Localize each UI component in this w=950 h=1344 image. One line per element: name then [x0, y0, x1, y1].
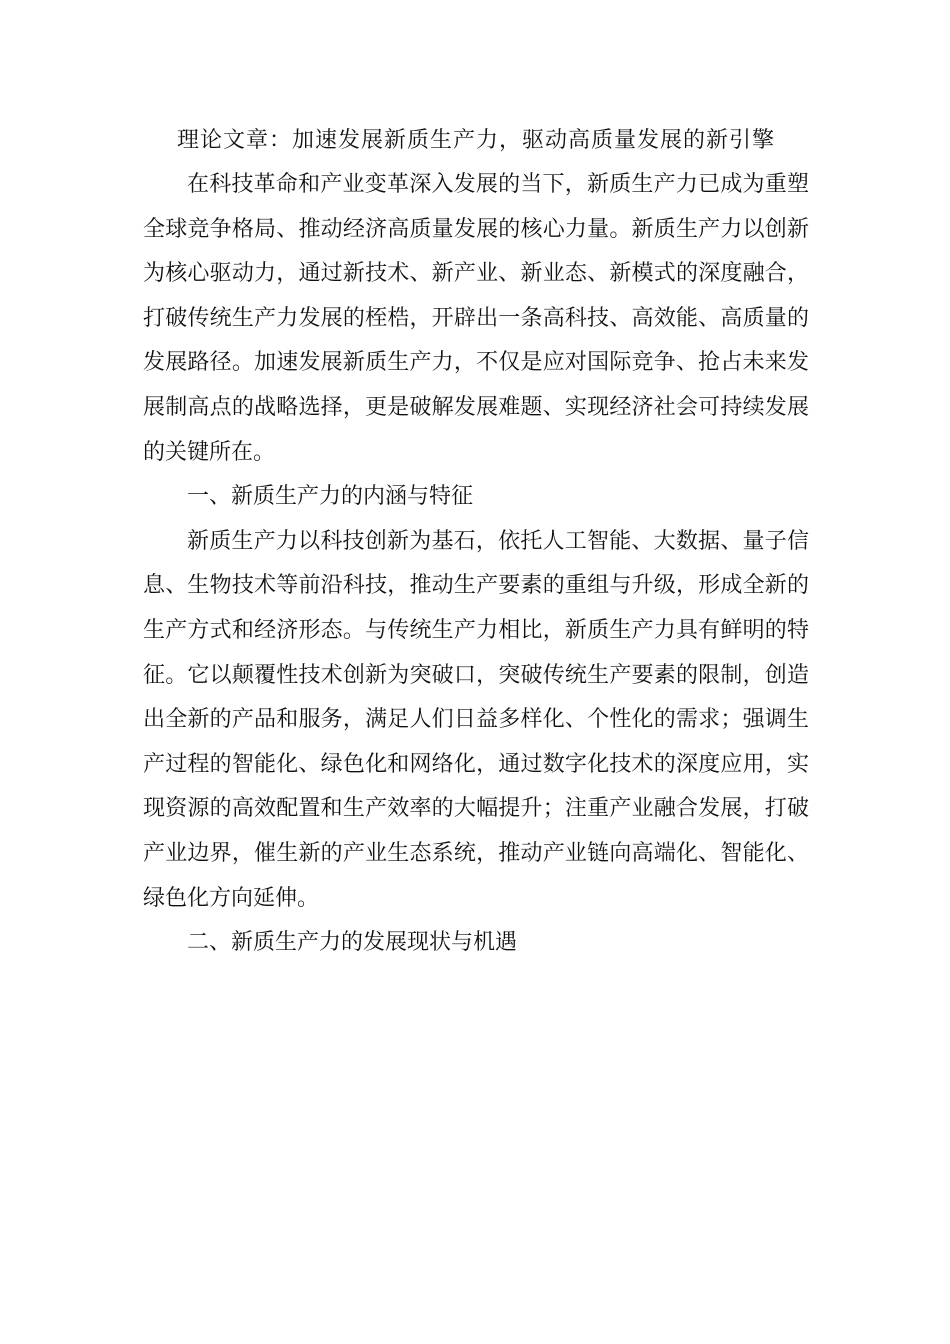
- document-body: [143, 119, 809, 966]
- section-heading-2: 二、新质生产力的发展现状与机遇: [187, 930, 518, 956]
- document-title: 理论文章：加速发展新质生产力，驱动高质量发展的新引擎: [176, 128, 775, 153]
- section-heading-1: 一、新质生产力的内涵与特征: [187, 484, 474, 510]
- section-1-paragraph: 新质生产力以科技创新为基石，依托人工智能、大数据、量子信息、生物技术等前沿科技，推动生产要素的重组与升级，形成全新的生产方式和经济形态。与传统生产力相比，新质生产力具有鲜明的特征。它以颠覆性技术创新为突破口，突破传统生产要素的限制，创造出全新的产品和服务，满足人们日益多样化、个性化的需求；强调生产过程的智能化、绿色化和网络化，通过数字化技术的深度应用，实现资源的高效配置和生产效率的大幅提升；注重产业融合发展，打破产业边界，催生新的产业生态系统，推动产业链向高端化、智能化、绿色化方向延伸。: [143, 528, 809, 911]
- intro-paragraph: 在科技革命和产业变革深入发展的当下，新质生产力已成为重塑全球竞争格局、推动经济高质量发展的核心力量。新质生产力以创新为核心驱动力，通过新技术、新产业、新业态、新模式的深度融合，打破传统生产力发展的桎梏，开辟出一条高科技、高效能、高质量的发展路径。加速发展新质生产力，不仅是应对国际竞争、抢占未来发展制高点的战略选择，更是破解发展难题、实现经济社会可持续发展的关键所在。: [143, 172, 809, 465]
